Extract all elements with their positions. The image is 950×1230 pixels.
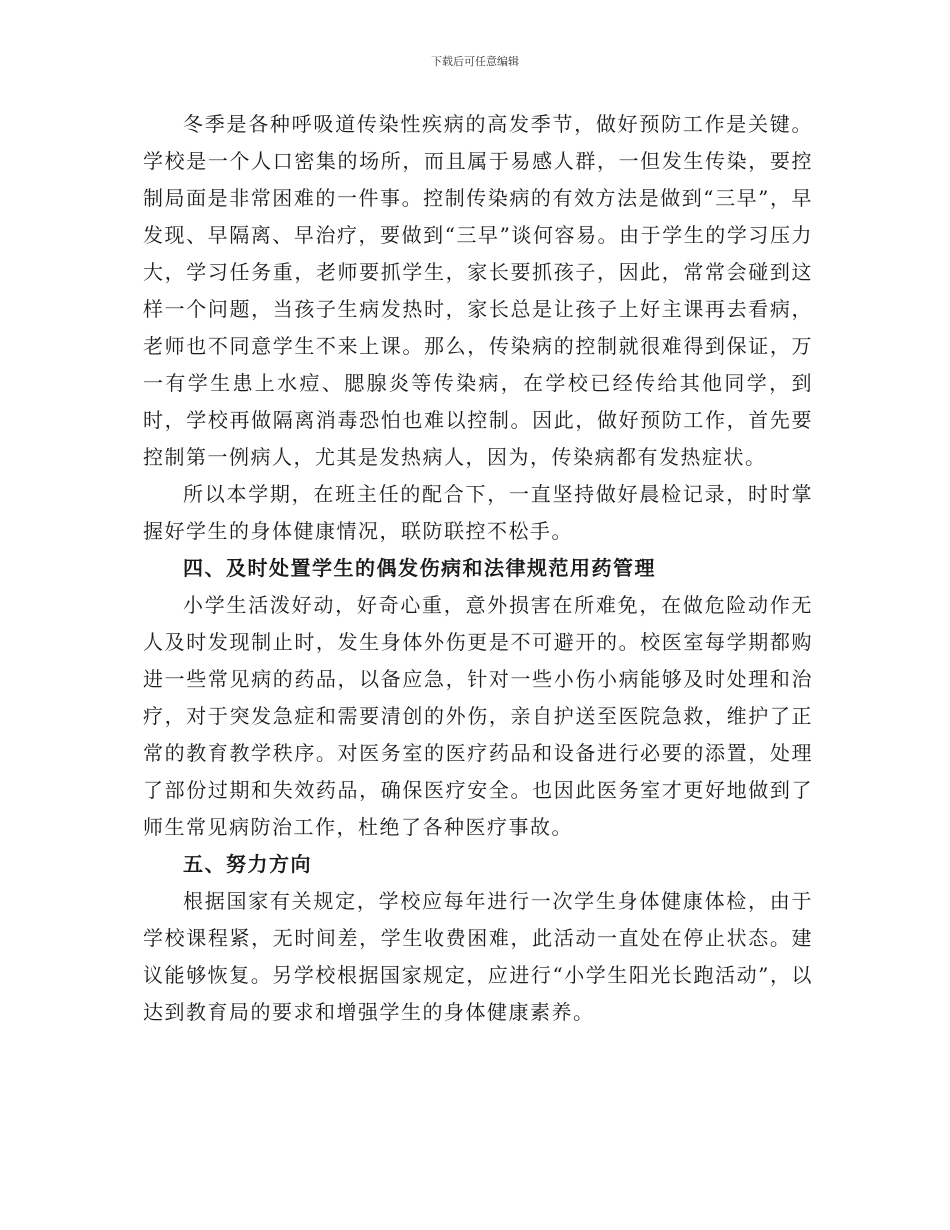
page-header: 下载后可任意编辑 [431, 55, 519, 68]
paragraph-future-direction: 根据国家有关规定，学校应每年进行一次学生身体健康体检，由于学校课程紧，无时间差，学生收费困难，此活动一直处在停止状态。建议能够恢复。另学校根据国家规定，应进行“小学生阳光长跑活动”，以达到教育局的要求和增强学生的身体健康素养。 [143, 889, 813, 1024]
paragraph-injury-handling: 小学生活泼好动，好奇心重，意外损害在所难免，在做危险动作无人及时发现制止时，发生身体外伤更是不可避开的。校医室每学期都购进一些常见病的药品，以备应急，针对一些小伤小病能够及时处理和治疗，对于突发急症和需要清创的外伤，亲自护送至医院急救，维护了正常的教育教学秩序。对医务室的医疗药品和设备进行必要的添置，处理了部份过期和失效药品，确保医疗安全。也因此医务室才更好地做到了师生常见病防治工作，杜绝了各种医疗事故。 [143, 593, 813, 839]
paragraph-morning-check: 所以本学期，在班主任的配合下，一直坚持做好晨检记录，时时掌握好学生的身体健康情况，联防联控不松手。 [143, 482, 813, 543]
paragraph-prevention: 冬季是各种呼吸道传染性疾病的高发季节，做好预防工作是关键。学校是一个人口密集的场所，而且属于易感人群，一但发生传染，要控制局面是非常困难的一件事。控制传染病的有效方法是做到“三早”，早发现、早隔离、早治疗，要做到“三早”谈何容易。由于学生的学习压力大，学习任务重，老师要抓学生，家长要抓孩子，因此，常常会碰到这样一个问题，当孩子生病发热时，家长总是让孩子上好主课再去看病，老师也不同意学生不来上课。那么，传染病的控制就很难得到保证，万一有学生患上水痘、腮腺炎等传染病，在学校已经传给其他同学，到时，学校再做隔离消毒恐怕也难以控制。因此，做好预防工作，首先要控制第一例病人，尤其是发热病人，因为，传染病都有发热症状。 [143, 112, 813, 469]
document-body [143, 106, 813, 1031]
section-heading-5: 五、努力方向 [183, 852, 312, 876]
section-heading-4: 四、及时处置学生的偶发伤病和法律规范用药管理 [183, 556, 656, 580]
